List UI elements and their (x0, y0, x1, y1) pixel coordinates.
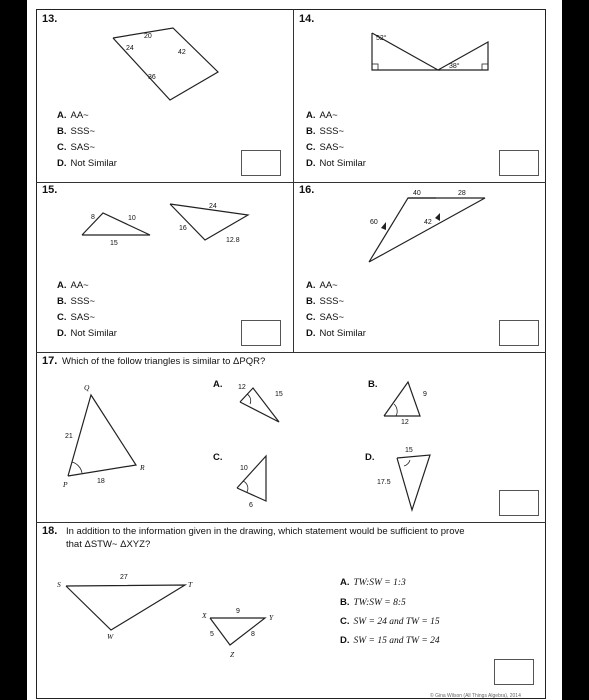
q18-option-b[interactable]: B. TW:SW = 8:5 (340, 597, 406, 608)
q18-vertex-label: Y (269, 613, 274, 622)
q13-label: 42 (178, 49, 186, 56)
q13-option-c[interactable]: C. SAS~ (57, 142, 96, 153)
q15-label: 16 (179, 225, 187, 232)
q17-choice-b-label: 12 (401, 419, 409, 426)
q15-option-b[interactable]: B. SSS~ (57, 296, 96, 307)
q14-angle-label: 38° (449, 63, 460, 70)
q18-side-label: 9 (236, 608, 240, 615)
q16-option-c[interactable]: C. SAS~ (306, 312, 345, 323)
q18-side-label: 5 (210, 631, 214, 638)
q17-side-label: 18 (97, 478, 105, 485)
q17-choice-d-letter[interactable]: D. (365, 452, 375, 463)
question-17-number: 17. (42, 355, 58, 367)
q17-choice-b-label: 9 (423, 391, 427, 398)
q16-option-a[interactable]: A. AA~ (306, 280, 338, 291)
q15-label: 8 (91, 214, 95, 221)
question-16-number: 16. (299, 184, 315, 196)
q17-prompt: Which of the follow triangles is similar to ΔPQR? (62, 356, 266, 367)
q14-option-d[interactable]: D. Not Similar (306, 158, 366, 169)
q16-option-d[interactable]: D. Not Similar (306, 328, 366, 339)
q17-vertex-label: P (63, 480, 68, 489)
q14-option-c[interactable]: C. SAS~ (306, 142, 345, 153)
q18-vertex-label: X (202, 611, 207, 620)
q13-option-a[interactable]: A. AA~ (57, 110, 89, 121)
q13-option-d[interactable]: D. Not Similar (57, 158, 117, 169)
q16-option-b[interactable]: B. SSS~ (306, 296, 345, 307)
q17-choice-c-label: 10 (240, 465, 248, 472)
q17-choice-c-label: 6 (249, 502, 253, 509)
q18-answer-box[interactable] (494, 659, 534, 685)
q15-label: 15 (110, 240, 118, 247)
q13-label: 20 (144, 33, 152, 40)
q18-option-d[interactable]: D. SW = 15 and TW = 24 (340, 635, 440, 646)
q18-vertex-label: Z (230, 650, 235, 659)
q17-choice-b-letter[interactable]: B. (368, 379, 378, 390)
q17-choice-d-label: 15 (405, 447, 413, 454)
q17-side-label: 21 (65, 433, 73, 440)
q18-prompt-line2: that ΔSTW~ ΔXYZ? (66, 539, 151, 550)
q17-vertex-label: Q (84, 383, 90, 392)
q15-option-c[interactable]: C. SAS~ (57, 312, 96, 323)
q17-vertex-label: R (140, 463, 145, 472)
q15-label: 12.8 (226, 237, 240, 244)
q18-side-label: 8 (251, 631, 255, 638)
q15-label: 10 (128, 215, 136, 222)
q17-choice-a-letter[interactable]: A. (213, 379, 223, 390)
q18-vertex-label: T (188, 580, 193, 589)
q17-choice-c-letter[interactable]: C. (213, 452, 223, 463)
question-13-number: 13. (42, 13, 58, 25)
q13-option-b[interactable]: B. SSS~ (57, 126, 96, 137)
q18-option-c[interactable]: C. SW = 24 and TW = 15 (340, 616, 440, 627)
q16-label: 60 (370, 219, 378, 226)
q18-side-label: 27 (120, 574, 128, 581)
q14-angle-label: 52° (376, 35, 387, 42)
q15-label: 24 (209, 203, 217, 210)
q13-label: 24 (126, 45, 134, 52)
q17-choice-a-label: 12 (238, 384, 246, 391)
q17-choice-a-label: 15 (275, 391, 283, 398)
q18-prompt-line1: In addition to the information given in the drawing, which statement would be sufficient to prove (66, 526, 465, 537)
question-14-number: 14. (299, 13, 315, 25)
q15-option-d[interactable]: D. Not Similar (57, 328, 117, 339)
q14-option-b[interactable]: B. SSS~ (306, 126, 345, 137)
q16-label: 28 (458, 190, 466, 197)
question-15-number: 15. (42, 184, 58, 196)
q16-label: 40 (413, 190, 421, 197)
copyright-footer: © Gina Wilson (All Things Algebra), 2014 (430, 693, 521, 699)
q16-label: 42 (424, 219, 432, 226)
q13-label: 36 (148, 74, 156, 81)
q17-choice-d-label: 17.5 (377, 479, 391, 486)
question-18-number: 18. (42, 525, 58, 537)
q18-vertex-label: W (107, 632, 114, 641)
q15-option-a[interactable]: A. AA~ (57, 280, 89, 291)
q18-option-a[interactable]: A. TW:SW = 1:3 (340, 577, 406, 588)
q18-vertex-label: S (57, 580, 61, 589)
q14-option-a[interactable]: A. AA~ (306, 110, 338, 121)
